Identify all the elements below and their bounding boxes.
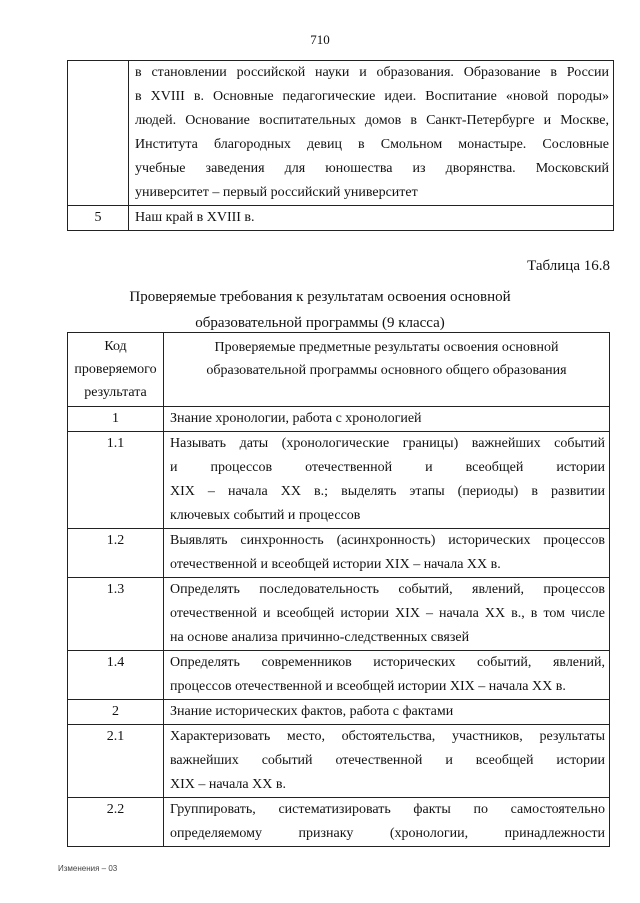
header-code-line: результата	[84, 385, 147, 400]
text-line: ключевых событий и процессов	[170, 508, 361, 523]
table-row	[68, 798, 610, 847]
row-code: 2.2	[68, 798, 164, 847]
text-line: университет – первый российский университет	[135, 185, 418, 200]
text-line: Наш край в XVIII в.	[135, 210, 255, 225]
text-line: отечественной и всеобщей истории XIX – начала XX в.	[170, 557, 501, 572]
text-line: процессов отечественной и всеобщей истории XIX – начала XX в.	[170, 679, 566, 694]
row-text	[164, 432, 610, 529]
table-title-line: Проверяемые требования к результатам освоения основной	[129, 289, 511, 305]
table-title-line: образовательной программы (9 класса)	[195, 315, 445, 331]
continuation-table	[67, 60, 614, 231]
row-text	[129, 61, 614, 206]
text-line: и процессов отечественной и всеобщей истории	[170, 460, 605, 475]
requirements-table	[67, 332, 610, 847]
row-text	[129, 206, 614, 231]
header-text-cell	[164, 333, 610, 407]
row-text	[164, 700, 610, 725]
text-line: Группировать, систематизировать факты по самостоятельно	[170, 802, 605, 817]
row-code	[68, 61, 129, 206]
text-line: в становлении российской науки и образования. Образование в России	[135, 65, 609, 80]
text-line: людей. Основание воспитательных домов в Санкт-Петербурге и Москве,	[135, 113, 609, 128]
table-row	[68, 206, 614, 231]
table-row	[68, 578, 610, 651]
row-text	[164, 798, 610, 847]
text-line: Знание исторических фактов, работа с фактами	[170, 704, 454, 719]
text-line: Института благородных девиц в Смольном монастыре. Сословные	[135, 137, 609, 152]
text-line: Определять последовательность событий, явлений, процессов	[170, 582, 605, 597]
row-code: 1.2	[68, 529, 164, 578]
text-line: Определять современников исторических событий, явлений,	[170, 655, 605, 670]
text-line: XIX – начала XX в.; выделять этапы (периоды) в развитии	[170, 484, 605, 499]
row-code: 1	[68, 407, 164, 432]
row-code: 5	[68, 206, 129, 231]
row-text	[164, 407, 610, 432]
table-row	[68, 529, 610, 578]
table-title	[0, 284, 640, 336]
table-row	[68, 725, 610, 798]
table-header-row	[68, 333, 610, 407]
table-caption: Таблица 16.8	[527, 258, 610, 274]
table-row	[68, 651, 610, 700]
row-text	[164, 651, 610, 700]
footer-revision: Изменения – 03	[58, 864, 118, 873]
row-code: 1.4	[68, 651, 164, 700]
row-code: 1.1	[68, 432, 164, 529]
text-line: важнейших событий отечественной и всеобщей истории	[170, 753, 605, 768]
text-line: Знание хронологии, работа с хронологией	[170, 411, 422, 426]
page-number: 710	[310, 32, 330, 47]
table-row	[68, 407, 610, 432]
header-text-line: образовательной программы основного общего образования	[206, 363, 567, 378]
table-row	[68, 61, 614, 206]
header-code-cell	[68, 333, 164, 407]
text-line: отечественной и всеобщей истории XIX – начала XX в., в том числе	[170, 606, 605, 621]
row-code: 2.1	[68, 725, 164, 798]
header-code-line: Код	[104, 339, 127, 354]
row-text	[164, 529, 610, 578]
text-line: на основе анализа причинно-следственных связей	[170, 630, 470, 645]
text-line: Называть даты (хронологические границы) важнейших событий	[170, 436, 605, 451]
header-text-line: Проверяемые предметные результаты освоения основной	[214, 340, 559, 355]
text-line: Выявлять синхронность (асинхронность) исторических процессов	[170, 533, 605, 548]
row-text	[164, 725, 610, 798]
text-line: в XVIII в. Основные педагогические идеи. Воспитание «новой породы»	[135, 89, 609, 104]
table-row	[68, 700, 610, 725]
header-code-line: проверяемого	[74, 362, 157, 377]
text-line: определяемому признаку (хронологии, принадлежности	[170, 826, 605, 841]
row-text	[164, 578, 610, 651]
row-code: 2	[68, 700, 164, 725]
text-line: Характеризовать место, обстоятельства, участников, результаты	[170, 729, 605, 744]
row-code: 1.3	[68, 578, 164, 651]
text-line: учебные заведения для юношества из дворянства. Московский	[135, 161, 609, 176]
text-line: XIX – начала XX в.	[170, 777, 286, 792]
table-row	[68, 432, 610, 529]
